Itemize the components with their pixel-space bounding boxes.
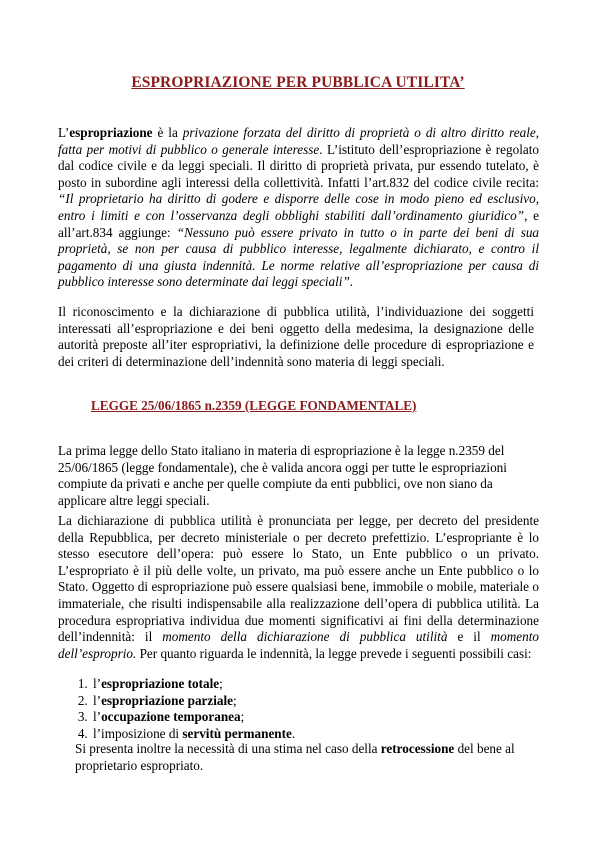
text-run: Si presenta inoltre la necessità di una stima nel caso della [75,741,381,756]
second-paragraph: Il riconoscimento e la dichiarazione di pubblica utilità, l’individuazione dei soggetti interessati all’espropriazione e dei beni oggetto della medesima, la designazione delle autorità preposte all’iter espropriativi, la definizione delle procedure di espropriazione e dei criteri di determinazione dell’indennità sono materia di leggi speciali. [58,304,534,369]
bold-term: occupazione temporanea [101,709,241,725]
text-run: Per quanto riguarda le indennità, la legge prevede i seguenti possibili casi: [136,645,532,661]
text-run: ; [240,709,245,725]
quote-art-834: “Nessuno può essere privato in tutto o in parte dei beni di sua proprietà, se non per causa di pubblico interesse, legalmente dichiarato, e contro il pagamento di una giusta indennità. Le norme relative all’espropriazione per causa di pubblico interesse sono determinate dai leggi speciali” [58,224,540,290]
text-run: l’ [93,692,102,708]
closing-paragraph [75,741,545,774]
text-run: , e all’art.834 aggiunge: [58,207,539,240]
section-heading: LEGGE 25/06/1865 n.2359 (LEGGE FONDAMENTALE) [91,398,417,413]
text-run: La dichiarazione di pubblica utilità è pronunciata per legge, per decreto del presidente della Repubblica, per decreto ministeriale o per decreto prefettizio. L’espropriante è lo stesso esecutore dell’opera: può essere lo Stato, un Ente pubblico o un privato. L’espropriato è il più delle volte, un privato, ma può essere anche un Ente pubblico o lo Stato. Oggetto di espropriazione può essere qualsiasi bene, immobile o mobile, materiale o immateriale, che risulti indispensabile alla realizzazione dell’opera di pubblica utilità. La procedura espropriativa individua due momenti significativi ai fini della determinazione dell’indennità: il [58,513,539,645]
bold-term: servitù permanente [182,725,292,741]
bold-term: espropriazione totale [101,676,220,691]
list-item [91,709,539,726]
declaration-paragraph [58,513,539,662]
bold-term: espropriazione [69,125,153,140]
bold-term: retrocessione [380,741,455,756]
list-item [91,676,539,693]
italic-term: momento dell’esproprio. [58,629,539,661]
cases-list [58,676,539,742]
list-item [91,693,539,710]
quote-art-832: “Il proprietario ha diritto di godere e disporre delle cose in modo pieno ed esclusivo, entro i limiti e con l’osservanza degli obblighi stabiliti dall’ordinamento giuridico” [58,191,539,223]
text-run: ; [219,676,223,691]
italic-definition: privazione forzata del diritto di proprietà o di altro diritto reale, fatta per motivi di pubblico o generale interesse [58,125,540,157]
text-run: L’ [58,125,70,140]
text-run: del bene al proprietario espropriato. [75,741,515,773]
text-run: . L’istituto dell’espropriazione è regolato dal codice civile e da leggi speciali. Il diritto di proprietà privata, pur essendo tutelato, è posto in subordine agli interessi della collettività. Infatti l’art.832 del codice civile recita: [58,141,539,190]
bold-term: espropriazione parziale [101,692,234,708]
italic-term: momento della dichiarazione di pubblica utilità [162,629,448,645]
text-run: ; [233,692,237,708]
text-run: e il [447,629,491,645]
text-run: l’ [93,676,102,691]
text-run: l’imposizione di [93,725,183,741]
page-title: ESPROPRIAZIONE PER PUBBLICA UTILITA’ [131,74,465,91]
text-run: . [291,725,296,741]
list-item [91,726,539,743]
intro-paragraph [58,125,539,291]
law-paragraph: La prima legge dello Stato italiano in materia di espropriazione è la legge n.2359 del 25/06/1865 (legge fondamentale), che è valida ancora oggi per tutte le espropriazioni compiute da privati e anche per quelle compiute da enti pubblici, ove non siano da applicare altre leggi speciali. [58,443,507,508]
text-run: l’ [93,709,102,725]
text-run: è la [152,125,183,140]
text-run: . [349,274,354,290]
